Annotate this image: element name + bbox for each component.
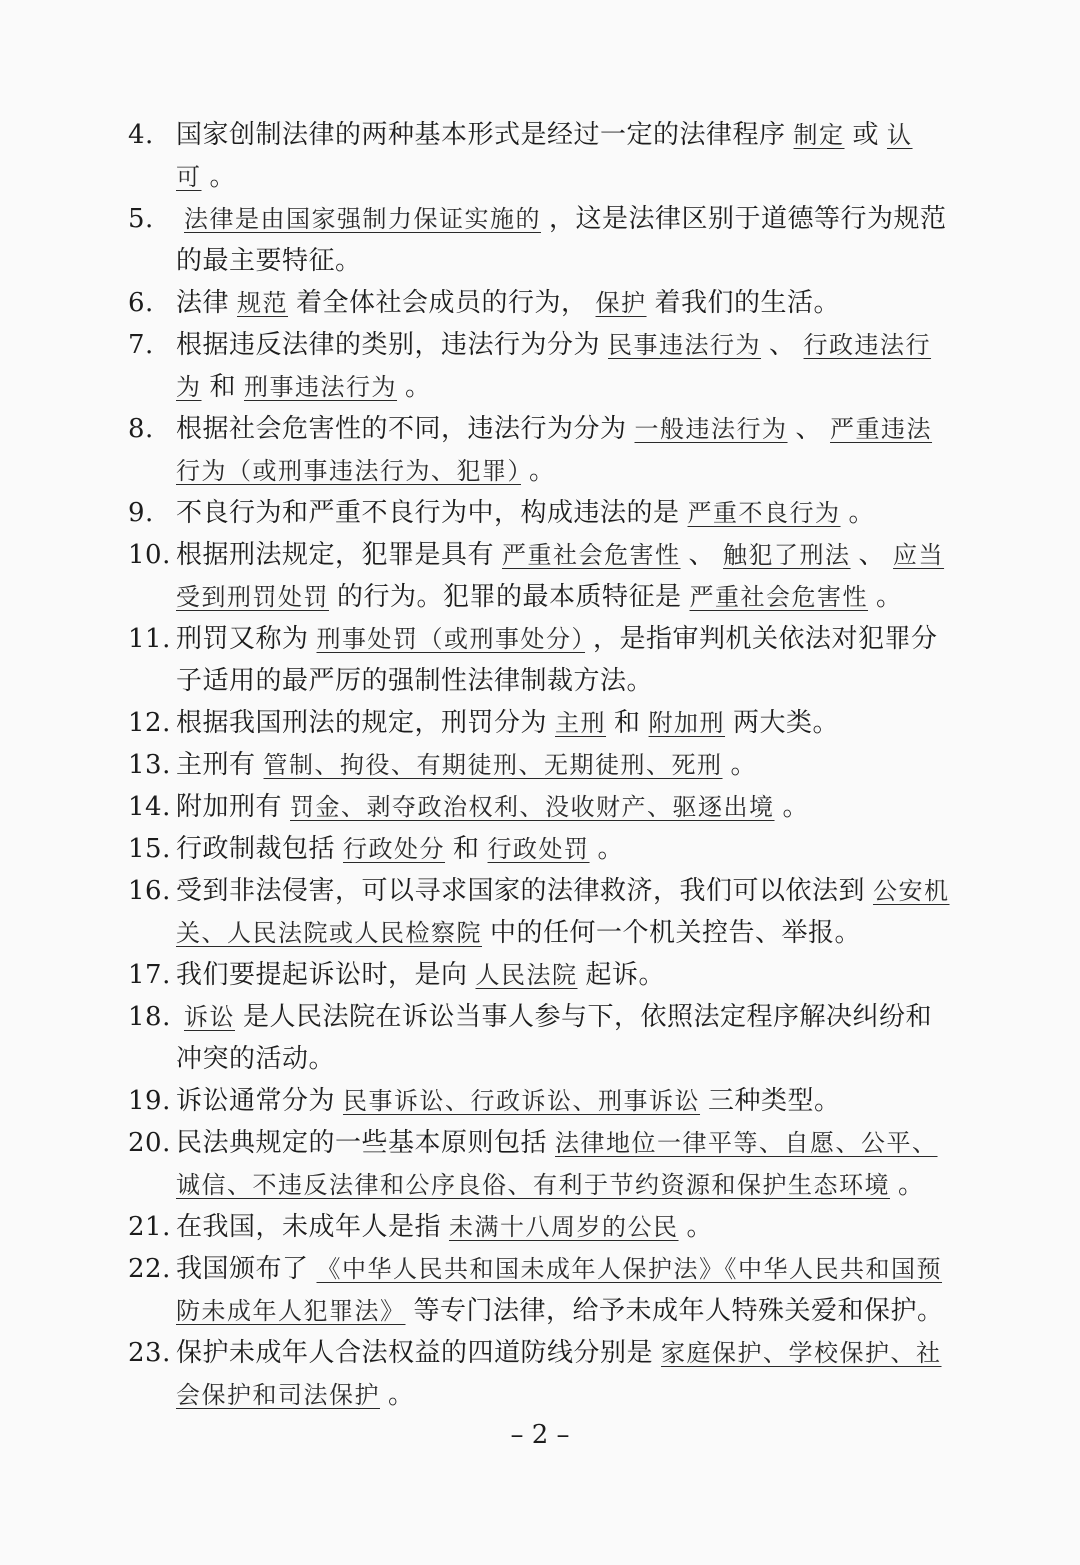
question-item [128, 618, 952, 702]
question-text: 。 [730, 750, 758, 780]
question-text: 。 [782, 792, 810, 822]
answer-blank: 未满十八周岁的公民 [449, 1213, 679, 1241]
question-number: 23. [128, 1338, 171, 1368]
question-text: 、 [858, 540, 886, 570]
question-text: 和 [614, 708, 641, 738]
question-number: 15. [128, 834, 171, 864]
answer-blank: 附加刑 [648, 709, 726, 737]
question-number: 7. [128, 330, 154, 360]
question-text: 和 [209, 372, 237, 402]
question-item [128, 744, 952, 786]
question-text: 。 [876, 582, 903, 612]
question-item [128, 324, 952, 408]
answer-blank: 规范 [237, 289, 289, 317]
question-number: 4. [128, 120, 154, 150]
answer-blank: 认可 [176, 121, 913, 191]
answer-blank: 刑事违法行为 [244, 373, 398, 401]
question-number: 8. [128, 414, 154, 444]
question-text: 。 [597, 834, 625, 864]
answer-blank: 严重社会危害性 [502, 541, 681, 569]
question-item [128, 702, 952, 744]
question-text: 根据违反法律的类别，违法行为分为 [176, 330, 601, 360]
question-item [128, 828, 952, 870]
question-text: 起诉。 [585, 960, 666, 990]
answer-blank: 管制、拘役、有期徒刑、无期徒刑、死刑 [263, 751, 723, 779]
question-item [128, 1332, 952, 1416]
question-number: 10. [128, 540, 171, 570]
answer-blank: 一般违法行为 [634, 415, 788, 443]
question-text: 着全体社会成员的行为， [296, 288, 588, 318]
question-text: 。 [405, 372, 432, 402]
answer-blank: 行政处罚 [487, 835, 590, 863]
question-text: 和 [453, 834, 480, 864]
question-text: 根据刑法规定，犯罪是具有 [176, 540, 495, 570]
page-number: – 2 – [510, 1420, 570, 1450]
answer-blank: 公安机关、人民法院或人民检察院 [176, 877, 950, 947]
answer-blank: 严重社会危害性 [689, 583, 869, 611]
question-number: 21. [128, 1212, 171, 1242]
question-text: ，是指审判机关依法对犯罪分子适用的最严厉的强制性法律制裁方法。 [176, 624, 938, 696]
question-number: 22. [128, 1254, 171, 1284]
answer-blank: 刑事处罚（或刑事处分） [316, 625, 586, 653]
answer-blank: 家庭保护、学校保护、社会保护和司法保护 [176, 1339, 942, 1409]
question-item [128, 1080, 952, 1122]
question-text: 根据我国刑法的规定，刑罚分为 [176, 708, 548, 738]
question-text: 的行为。犯罪的最本质特征是 [337, 582, 682, 612]
answer-blank: 《中华人民共和国未成年人保护法》《中华人民共和国预防未成年人犯罪法》 [176, 1255, 943, 1325]
answer-blank: 行政违法行为 [176, 331, 932, 401]
question-item [128, 1122, 952, 1206]
question-text: 是人民法院在诉讼当事人参与下，依照法定程序解决纠纷和冲突的活动。 [176, 1002, 933, 1074]
question-text: 着我们的生活。 [654, 288, 841, 318]
answer-blank: 触犯了刑法 [723, 541, 851, 569]
answer-blank: 人民法院 [475, 961, 578, 989]
answer-blank: 民事违法行为 [608, 331, 762, 359]
question-text: 。 [898, 1170, 925, 1200]
question-text: 我国颁布了 [176, 1254, 309, 1284]
question-text: 根据社会危害性的不同，违法行为分为 [176, 414, 627, 444]
question-text: 。 [388, 1380, 415, 1410]
question-text: 三种类型。 [708, 1086, 841, 1116]
question-item [128, 408, 952, 492]
question-text: 。 [209, 162, 237, 192]
question-text: 主刑有 [176, 750, 256, 780]
answer-blank: 诉讼 [184, 1003, 235, 1031]
question-text: 我们要提起诉讼时，是向 [176, 960, 468, 990]
question-text: 中的任何一个机关控告、举报。 [490, 918, 862, 948]
question-text: 法律 [176, 288, 230, 318]
answer-blank: 应当受到刑罚处罚 [176, 541, 945, 611]
question-text: 或 [852, 120, 880, 150]
question-item [128, 1248, 952, 1332]
question-text: 附加刑有 [176, 792, 283, 822]
question-item [128, 954, 952, 996]
question-number: 14. [128, 792, 171, 822]
answer-blank: 严重违法行为（或刑事违法行为、犯罪） [176, 415, 933, 485]
answer-blank: 法律地位一律平等、自愿、公平、诚信、不违反法律和公序良俗、有利于节约资源和保护生态环境 [176, 1129, 938, 1199]
question-text: 、 [795, 414, 823, 444]
question-text: 在我国，未成年人是指 [176, 1212, 442, 1242]
question-text: 。 [686, 1212, 714, 1242]
question-number: 13. [128, 750, 171, 780]
answer-blank: 行政处分 [343, 835, 446, 863]
question-number: 12. [128, 708, 171, 738]
question-number: 11. [128, 624, 171, 654]
question-text: 刑罚又称为 [176, 624, 309, 654]
answer-blank: 制定 [793, 121, 845, 149]
answer-blank: 罚金、剥夺政治权利、没收财产、驱逐出境 [290, 793, 775, 821]
question-text: 国家创制法律的两种基本形式是经过一定的法律程序 [176, 120, 786, 150]
question-text: 行政制裁包括 [176, 834, 336, 864]
answer-blank: 民事诉讼、行政诉讼、刑事诉讼 [343, 1087, 701, 1115]
question-item [128, 114, 952, 198]
question-number: 20. [128, 1128, 171, 1158]
question-text: 、 [769, 330, 796, 360]
question-number: 18. [128, 1002, 171, 1032]
question-item [128, 198, 952, 282]
question-text: ，这是法律区别于道德等行为规范的最主要特征。 [176, 204, 947, 276]
question-text: 民法典规定的一些基本原则包括 [176, 1128, 548, 1158]
answer-blank: 严重不良行为 [687, 499, 841, 527]
question-list [128, 114, 952, 1416]
question-number: 17. [128, 960, 171, 990]
answer-blank: 保护 [595, 289, 647, 317]
question-item [128, 870, 952, 954]
question-text: 等专门法律，给予未成年人特殊关爱和保护。 [413, 1296, 944, 1326]
question-number: 19. [128, 1086, 171, 1116]
question-number: 9. [128, 498, 154, 528]
question-item [128, 786, 952, 828]
question-item [128, 534, 952, 618]
question-item [128, 282, 952, 324]
question-number: 6. [128, 288, 154, 318]
answer-blank: 法律是由国家强制力保证实施的 [184, 205, 541, 233]
question-item [128, 492, 952, 534]
question-text: 、 [688, 540, 716, 570]
question-text: 受到非法侵害，可以寻求国家的法律救济，我们可以依法到 [176, 876, 866, 906]
question-text: 两大类。 [733, 708, 840, 738]
question-text: 不良行为和严重不良行为中，构成违法的是 [176, 498, 680, 528]
question-number: 5. [128, 204, 154, 234]
answer-blank: 主刑 [555, 709, 607, 737]
question-text: 。 [848, 498, 876, 528]
question-text: 。 [529, 456, 556, 486]
question-number: 16. [128, 876, 171, 906]
question-item [128, 996, 952, 1080]
question-item [128, 1206, 952, 1248]
question-text: 诉讼通常分为 [176, 1086, 336, 1116]
question-text: 保护未成年人合法权益的四道防线分别是 [176, 1338, 654, 1368]
